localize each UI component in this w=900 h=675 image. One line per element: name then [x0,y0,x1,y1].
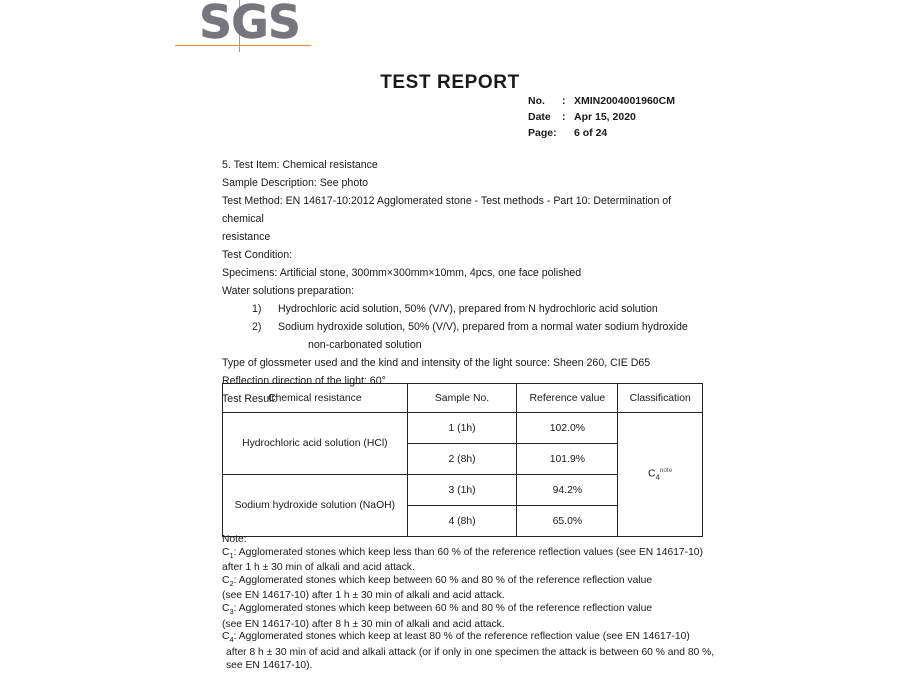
notes-heading: Note: [222,534,247,545]
specimens-line: Specimens: Artificial stone, 300mm×300mm×10mm, 4pcs, one face polished [222,267,582,279]
note-c1-line-2: after 1 h ± 30 min of alkali and acid attack. [222,562,415,574]
note-c4-label: C [222,631,230,643]
cell-classification [618,413,703,537]
reflection-direction-line: Reflection direction of the light: 60° [222,375,386,387]
note-c4-line-2: after 8 h ± 30 min of acid and alkali attack (or if only in one specimen the attack is between 60 % and 80 %, [226,646,715,658]
cell-sample-4: 4 (8h) [407,506,517,537]
note-c4-subscript: 4 [229,635,234,645]
note-c3-label: C [222,603,230,615]
cell-sample-1: 1 (1h) [407,413,517,444]
note-c1-line-1 [222,547,722,563]
note-c4-line-1 [222,631,722,647]
note-c4-text-1: : Agglomerated stones which keep at least 80 % of the reference reflection value (see EN 14617-10) [233,631,690,643]
meta-row-date [528,111,675,127]
cell-reference-3: 94.2% [517,475,618,506]
cell-sample-3: 3 (1h) [407,475,517,506]
note-c1-label: C [222,546,230,558]
meta-colon-number: : [562,95,566,107]
solution-1-number: 1) [252,303,262,315]
solution-list-item-1 [222,300,712,318]
classification-letter: C [648,468,656,480]
cell-reference-4: 65.0% [517,506,618,537]
cell-chemical-naoh: Sodium hydroxide solution (NaOH) [223,475,408,537]
report-body [222,156,712,408]
note-c1-subscript: 1 [229,550,234,560]
note-c3-line-1 [222,603,722,619]
table-header-reference-value: Reference value [517,384,618,413]
classification-superscript: note [659,467,673,475]
solution-1-text: Hydrochloric acid solution, 50% (V/V), prepared from N hydrochloric acid solution [278,303,658,315]
meta-label-date: Date [528,111,551,123]
note-c3-line-2: (see EN 14617-10) after 8 h ± 30 min of alkali and acid attack. [222,618,505,630]
meta-label-number: No. [528,95,545,107]
meta-value-number: XMIN2004001960CM [574,95,675,107]
meta-value-date: Apr 15, 2020 [574,111,636,123]
note-c2-text-1: : Agglomerated stones which keep between 60 % and 80 % of the reference reflection value [233,574,653,586]
notes-section [222,534,722,672]
test-method-line-1: Test Method: EN 14617-10:2012 Agglomerated stone - Test methods - Part 10: Determination of chemical [222,195,672,225]
solution-2-continuation: non-carbonated solution [308,339,422,351]
classification-subscript: 4 [655,472,660,482]
note-c3-text-1: : Agglomerated stones which keep between 60 % and 80 % of the reference reflection value [233,603,653,615]
report-meta [528,95,675,143]
cell-reference-1: 102.0% [517,413,618,444]
test-result-heading: Test Result: [222,393,278,405]
test-method-line-2: resistance [222,231,271,243]
note-c2-label: C [222,574,230,586]
note-c2-subscript: 2 [229,578,234,588]
table-header-row [223,384,703,413]
table-row [223,413,703,444]
sample-description-line: Sample Description: See photo [222,177,369,189]
solution-2-number: 2) [252,321,262,333]
solution-2-text: Sodium hydroxide solution, 50% (V/V), prepared from a normal water sodium hydroxide [278,321,688,333]
cell-reference-2: 101.9% [517,444,618,475]
meta-label-page: Page: [528,127,557,139]
page-title: TEST REPORT [380,72,520,93]
meta-row-page [528,127,675,143]
note-c2-line-1 [222,575,722,591]
test-condition-line: Test Condition: [222,249,293,261]
meta-row-number [528,95,675,111]
meta-colon-date: : [562,111,566,123]
note-c4-line-3: see EN 14617-10). [226,659,313,671]
chemical-resistance-table [222,383,703,537]
test-item-line: 5. Test Item: Chemical resistance [222,159,378,171]
water-solutions-heading: Water solutions preparation: [222,285,355,297]
note-c2-line-2: (see EN 14617-10) after 1 h ± 30 min of alkali and acid attack. [222,590,505,602]
note-c1-text-1: : Agglomerated stones which keep less than 60 % of the reference reflection values (see EN 14617-10) [233,546,703,558]
note-c3-subscript: 3 [229,607,234,617]
glossmeter-line: Type of glossmeter used and the kind and intensity of the light source: Sheen 260, CIE D65 [222,357,651,369]
sgs-logo [175,0,315,52]
solution-list-item-2 [222,318,712,336]
table-header-classification: Classification [618,384,703,413]
table-header-sample-no: Sample No. [407,384,517,413]
meta-value-page: 6 of 24 [574,127,608,139]
cell-sample-2: 2 (8h) [407,444,517,475]
table-header-chemical-resistance: Chemical resistance [223,384,408,413]
cell-chemical-hcl: Hydrochloric acid solution (HCl) [223,413,408,475]
logo-wordmark: SGS [199,0,301,49]
